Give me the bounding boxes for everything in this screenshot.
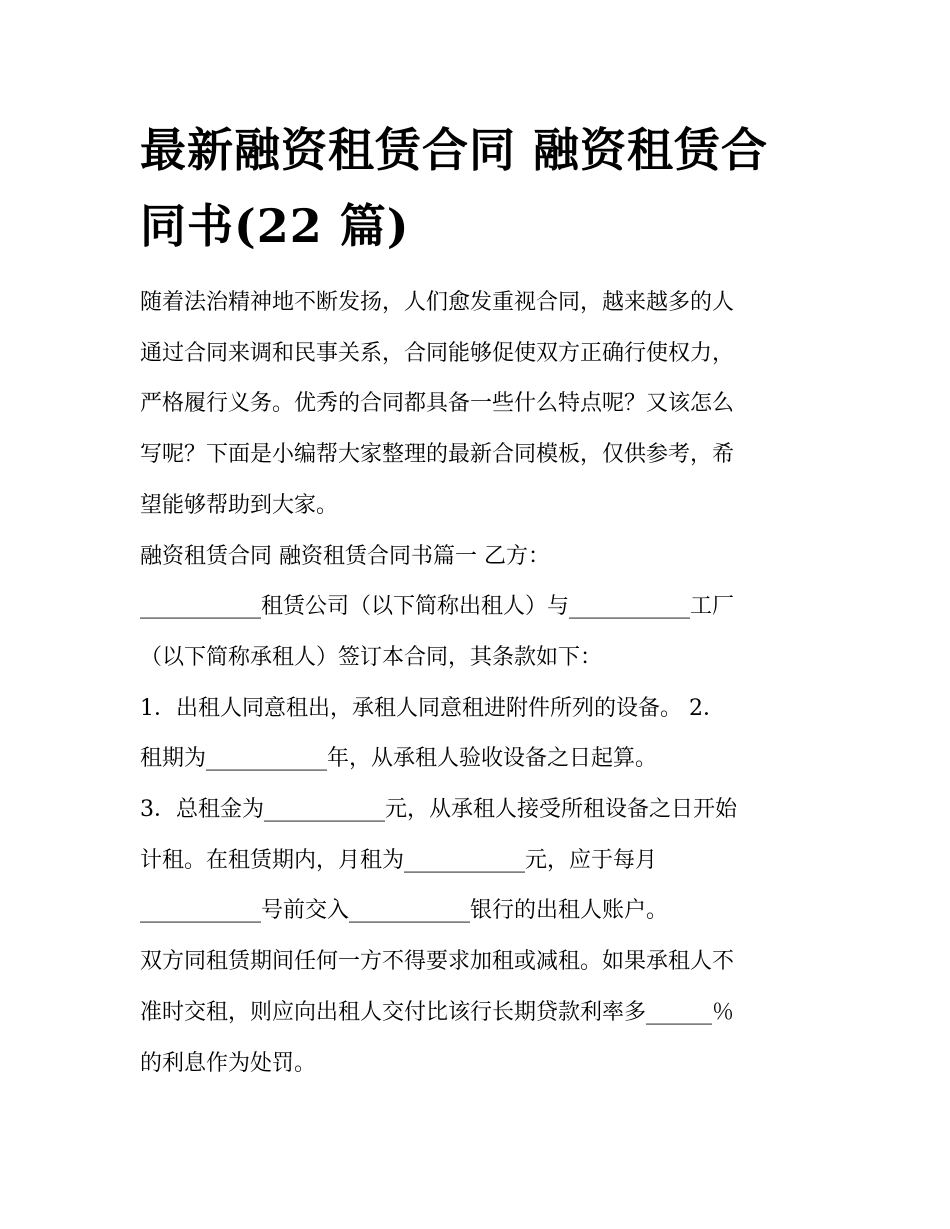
document-body bbox=[140, 278, 820, 1089]
body-line: ___________租赁公司（以下简称出租人）与___________工厂 bbox=[140, 594, 735, 620]
body-line: 1．出租人同意租出，承租人同意租进附件所列的设备。 2． bbox=[140, 695, 725, 721]
body-line: 严格履行义务。优秀的合同都具备一些什么特点呢？又该怎么 bbox=[140, 391, 735, 417]
body-line: 融资租赁合同 融资租赁合同书篇一 乙方： bbox=[140, 543, 550, 569]
body-line: 租期为___________年，从承租人验收设备之日起算。 bbox=[140, 746, 658, 772]
body-line: 准时交租，则应向出租人交付比该行长期贷款利率多______％ bbox=[140, 999, 735, 1025]
body-line: 3．总租金为___________元，从承租人接受所租设备之日开始 bbox=[140, 797, 737, 823]
document-page bbox=[140, 112, 820, 1089]
document-title bbox=[140, 112, 820, 264]
body-line: 随着法治精神地不断发扬，人们愈发重视合同，越来越多的人 bbox=[140, 290, 735, 315]
body-line: 写呢？下面是小编帮大家整理的最新合同模板，仅供参考，希 bbox=[140, 442, 735, 468]
body-line: （以下简称承租人）签订本合同，其条款如下： bbox=[140, 644, 603, 670]
body-line: 双方同租赁期间任何一方不得要求加租或减租。如果承租人不 bbox=[140, 949, 735, 975]
title-line: 最新融资租赁合同 融资租赁合 bbox=[140, 123, 769, 177]
body-line: 通过合同来调和民事关系，合同能够促使双方正确行使权力， bbox=[140, 340, 735, 366]
body-line: ___________号前交入___________银行的出租人账户。 bbox=[140, 898, 669, 924]
body-line: 望能够帮助到大家。 bbox=[140, 492, 339, 518]
title-line: 同书(22 篇) bbox=[140, 199, 410, 253]
body-line: 的利息作为处罚。 bbox=[140, 1050, 317, 1076]
body-line: 计租。在租赁期内，月租为___________元，应于每月 bbox=[140, 847, 658, 873]
